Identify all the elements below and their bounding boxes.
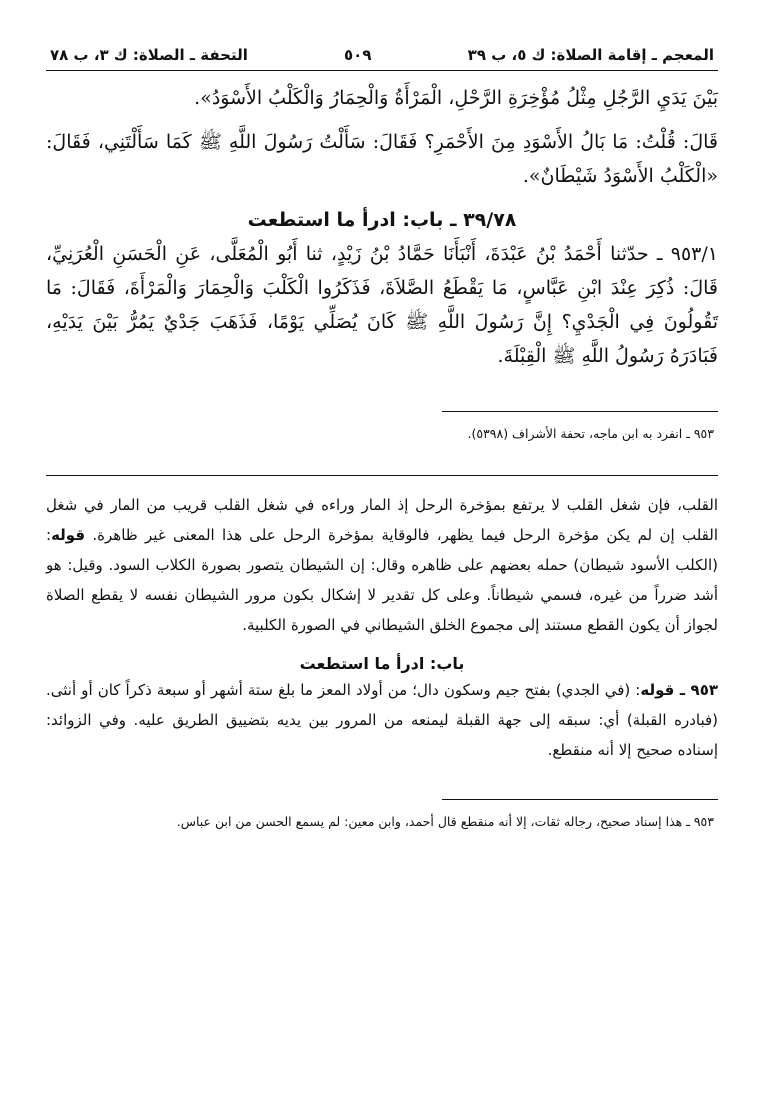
commentary-chapter-title: باب: ادرأ ما استطعت — [299, 654, 465, 673]
footnote-zawaid: ٩٥٣ ـ هذا إسناد صحيح، رجاله ثقات، إلا أنه منقطع قال أحمد، وابن معين: لم يسمع الحسن من ابن عباس. — [176, 814, 714, 829]
chapter-title: ٣٩/٧٨ ـ باب: ادرأ ما استطعت — [247, 209, 517, 231]
header-left: التحفة ـ الصلاة: ك ٣، ب ٧٨ — [50, 46, 248, 64]
header-right: المعجم ـ إقامة الصلاة: ك ٥، ب ٣٩ — [467, 46, 714, 64]
commentary-text-2: : (الكلب الأسود شيطان) حمله بعضهم على ظاهره وقال: إن الشيطان يتصور بصورة الكلاب السود. وقيل: هو أشد ضرراً من غيره، فسمي شيطاناً. وعلى كل تقدير لا إشكال بكون مرور الشيطان نفسه لا يقطع الصلاة لجواز أن يكون القطع مستند إلى مجموع الخلق الشيطاني في الصورة الكلبية. — [46, 526, 718, 634]
footnote-divider-2 — [442, 799, 718, 800]
hadith-continuation-qala: قَالَ: قُلْتُ: مَا بَالُ الأَسْوَدِ مِنَ الأَحْمَرِ؟ فَقَالَ: سَأَلْتُ رَسُولَ اللَّهِ ﷺ كَمَا سَأَلْتَنِي، فَقَالَ: «الْكَلْبُ الأَسْوَدُ شَيْطَانٌ». — [46, 131, 718, 187]
commentary-hadith-keyword: ٩٥٣ ـ قوله — [640, 681, 719, 699]
book-page — [46, 40, 718, 829]
running-header — [46, 40, 718, 71]
commentary-text-1: القلب، فإن شغل القلب لا يرتفع بمؤخرة الرحل إذ المار وراءه في شغل القلب قريب من المار في شغل القلب إن لم يكن مؤخرة الرحل فيما يظهر، فالوقاية بمؤخرة الرحل على هذا المعنى غير ظاهرة. — [46, 496, 718, 544]
page-number: ٥٠٩ — [344, 46, 372, 64]
hadith-continuation: بَيْنَ يَدَيِ الرَّجُلِ مِثْلُ مُؤْخِرَةِ الرَّحْلِ، الْمَرْأَةُ وَالْحِمَارُ وَالْكَلْبُ الأَسْوَدُ». — [194, 87, 718, 109]
commentary-keyword: قوله — [51, 526, 86, 544]
footnote-divider — [442, 411, 718, 412]
footnote-takhrij: ٩٥٣ ـ انفرد به ابن ماجه، تحفة الأشراف (٥٣٩٨). — [467, 426, 714, 441]
commentary-paragraph — [46, 490, 718, 640]
commentary-hadith-text: : (في الجدي) بفتح جيم وسكون دال؛ من أولاد المعز ما بلغ ستة أشهر أو سبعة ذكراً كان أو أنثى. (فبادره القبلة) أي: سبقه إلى جهة القبلة ليمنعه من المرور بين يديه بتضييق الطريق عليه. وفي الزوائد: إسناده صحيح إلا أنه منقطع. — [46, 681, 718, 759]
hadith-text: ٩٥٣/١ ـ حدّثنا أَحْمَدُ بْنُ عَبْدَةَ، أَنْبَأَنَا حَمَّادُ بْنُ زَيْدٍ، ثنا أَبُو الْمُعَلَّى، عَنِ الْحَسَنِ الْعُرَنِيِّ، قَالَ: ذُكِرَ عِنْدَ ابْنِ عَبَّاسٍ، مَا يَقْطَعُ الصَّلاَةَ، فَذَكَرُوا الْكَلْبَ وَالْحِمَارَ وَالْمَرْأَةَ، فَقَالَ: مَا تَقُولُونَ فِي الْجَدْيِ؟ إِنَّ رَسُولَ اللَّهِ ﷺ كَانَ يُصَلِّي يَوْمًا، فَذَهَبَ جَدْيٌ يَمُرُّ بَيْنَ يَدَيْهِ، فَبَادَرَهُ رَسُولُ اللَّهِ ﷺ الْقِبْلَةَ. — [46, 243, 718, 367]
commentary-divider — [46, 475, 718, 476]
commentary-hadith-953 — [46, 675, 718, 765]
